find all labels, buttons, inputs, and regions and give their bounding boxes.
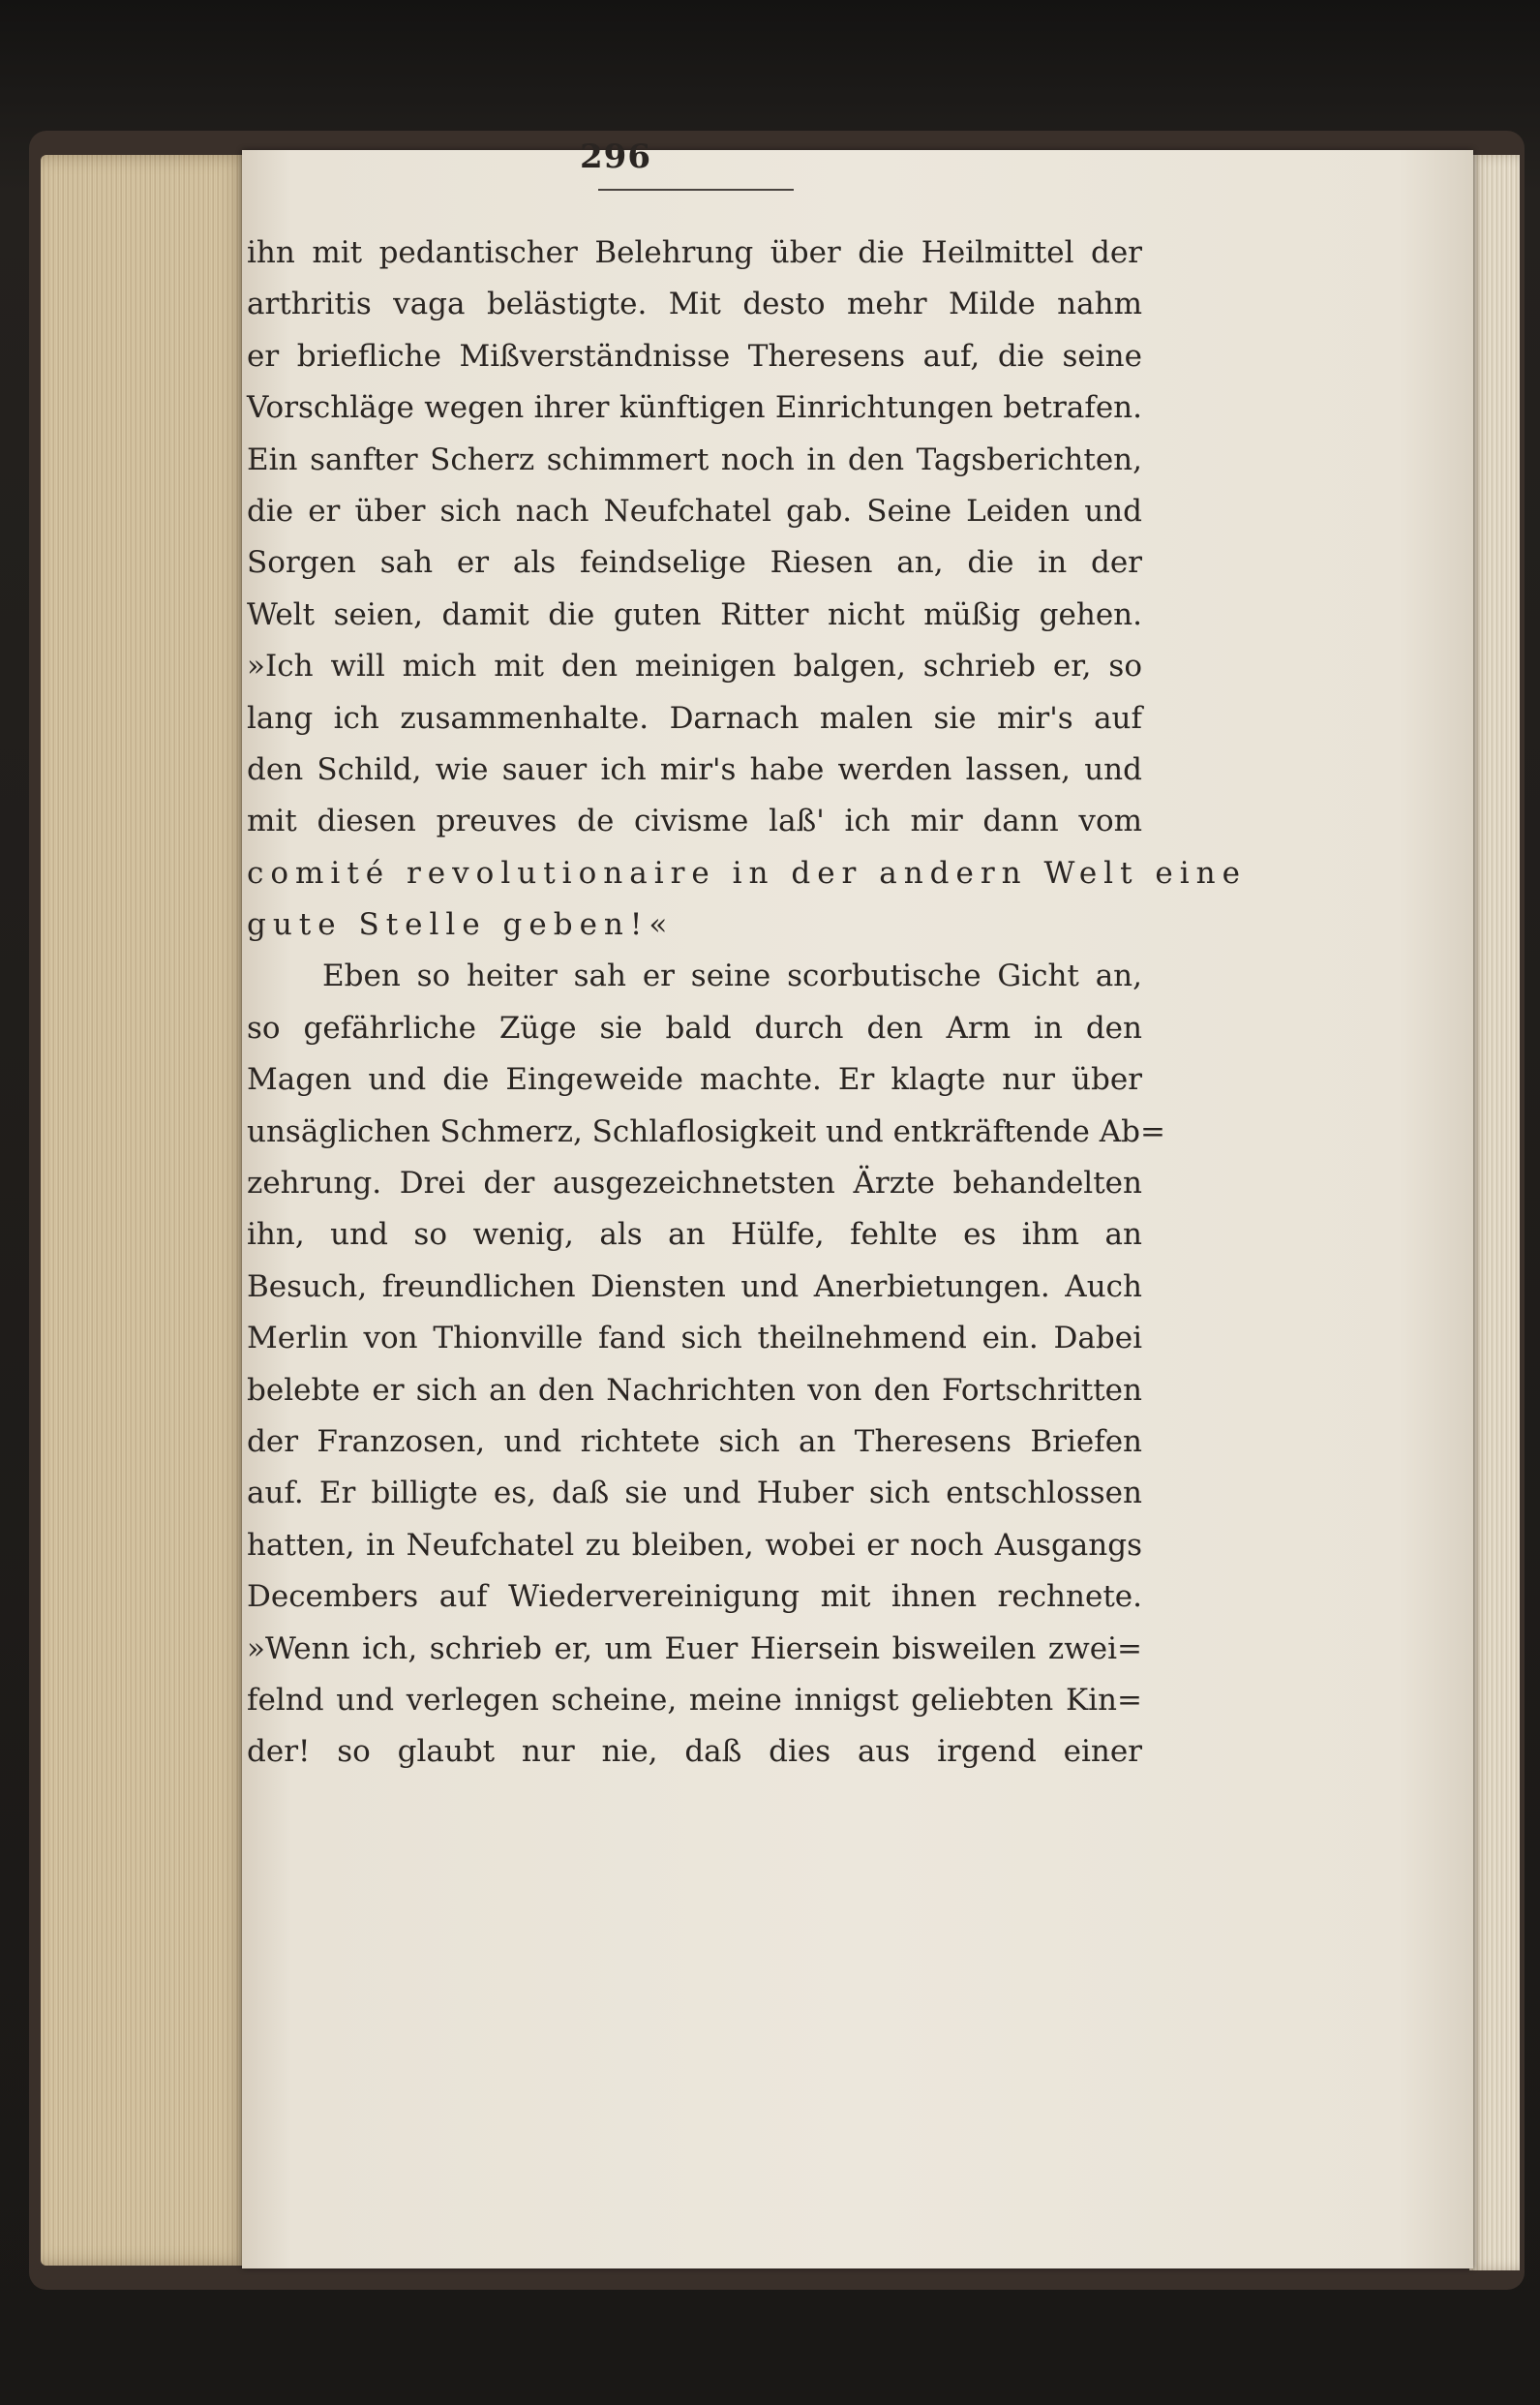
- text-line: der! so glaubt nur nie, daß dies aus irgend einer: [247, 1734, 1142, 1770]
- text-line: Decembers auf Wiedervereinigung mit ihnen rechnete.: [247, 1579, 1142, 1615]
- text-line: Merlin von Thionville fand sich theilnehmend ein. Dabei: [247, 1321, 1142, 1356]
- text-line: der Franzosen, und richtete sich an Theresens Briefen: [247, 1423, 1142, 1459]
- text-line: er briefliche Mißverständnisse Theresens auf, die seine: [247, 338, 1142, 374]
- text-line: Sorgen sah er als feindselige Riesen an, die in der: [247, 545, 1142, 581]
- text-line: lang ich zusammenhalte. Darnach malen sie mir's auf: [247, 700, 1142, 736]
- text-line: mit diesen preuves de civisme laß' ich mir dann vom: [247, 804, 1142, 839]
- header-rule: [598, 189, 794, 191]
- text-line: die er über sich nach Neufchatel gab. Seine Leiden und: [247, 493, 1142, 529]
- text-line: »Ich will mich mit den meinigen balgen, schrieb er, so: [247, 649, 1142, 685]
- body-text: [247, 228, 1247, 1779]
- text-line: auf. Er billigte es, daß sie und Huber sich entschlossen: [247, 1476, 1142, 1511]
- left-page-stack: [41, 155, 249, 2266]
- text-line: comité revolutionaire in der andern Welt eine: [247, 855, 1247, 891]
- text-line: Magen und die Eingeweide machte. Er klagte nur über: [247, 1062, 1142, 1098]
- text-line: ihn mit pedantischer Belehrung über die Heilmittel der: [247, 235, 1142, 270]
- text-line: ihn, und so wenig, als an Hülfe, fehlte es ihm an: [247, 1217, 1142, 1253]
- text-line: gute Stelle geben!«: [247, 907, 675, 943]
- text-line: hatten, in Neufchatel zu bleiben, wobei er noch Ausgangs: [247, 1527, 1142, 1563]
- text-line: zehrung. Drei der ausgezeichnetsten Ärzte behandelten: [247, 1166, 1142, 1202]
- text-line: so gefährliche Züge sie bald durch den Arm in den: [247, 1010, 1142, 1046]
- text-line: unsäglichen Schmerz, Schlaflosigkeit und entkräftende Ab=: [247, 1113, 1165, 1149]
- text-line: belebte er sich an den Nachrichten von den Fortschritten: [247, 1372, 1142, 1408]
- text-line: Eben so heiter sah er seine scorbutische Gicht an,: [322, 959, 1142, 994]
- text-line: Besuch, freundlichen Diensten und Anerbietungen. Auch: [247, 1268, 1142, 1304]
- text-line: Welt seien, damit die guten Ritter nicht müßig gehen.: [247, 596, 1142, 632]
- text-line: Vorschläge wegen ihrer künftigen Einrichtungen betrafen.: [247, 390, 1142, 426]
- text-line: felnd und verlegen scheine, meine innigst geliebten Kin=: [247, 1682, 1142, 1718]
- text-line: arthritis vaga belästigte. Mit desto mehr Milde nahm: [247, 287, 1142, 322]
- text-line: Ein sanfter Scherz schimmert noch in den Tagsberichten,: [247, 441, 1142, 477]
- right-page-stack: [1469, 155, 1520, 2270]
- page-number: 296: [580, 137, 651, 176]
- text-line: »Wenn ich, schrieb er, um Euer Hiersein bisweilen zwei=: [247, 1630, 1142, 1666]
- text-line: den Schild, wie sauer ich mir's habe werden lassen, und: [247, 751, 1142, 787]
